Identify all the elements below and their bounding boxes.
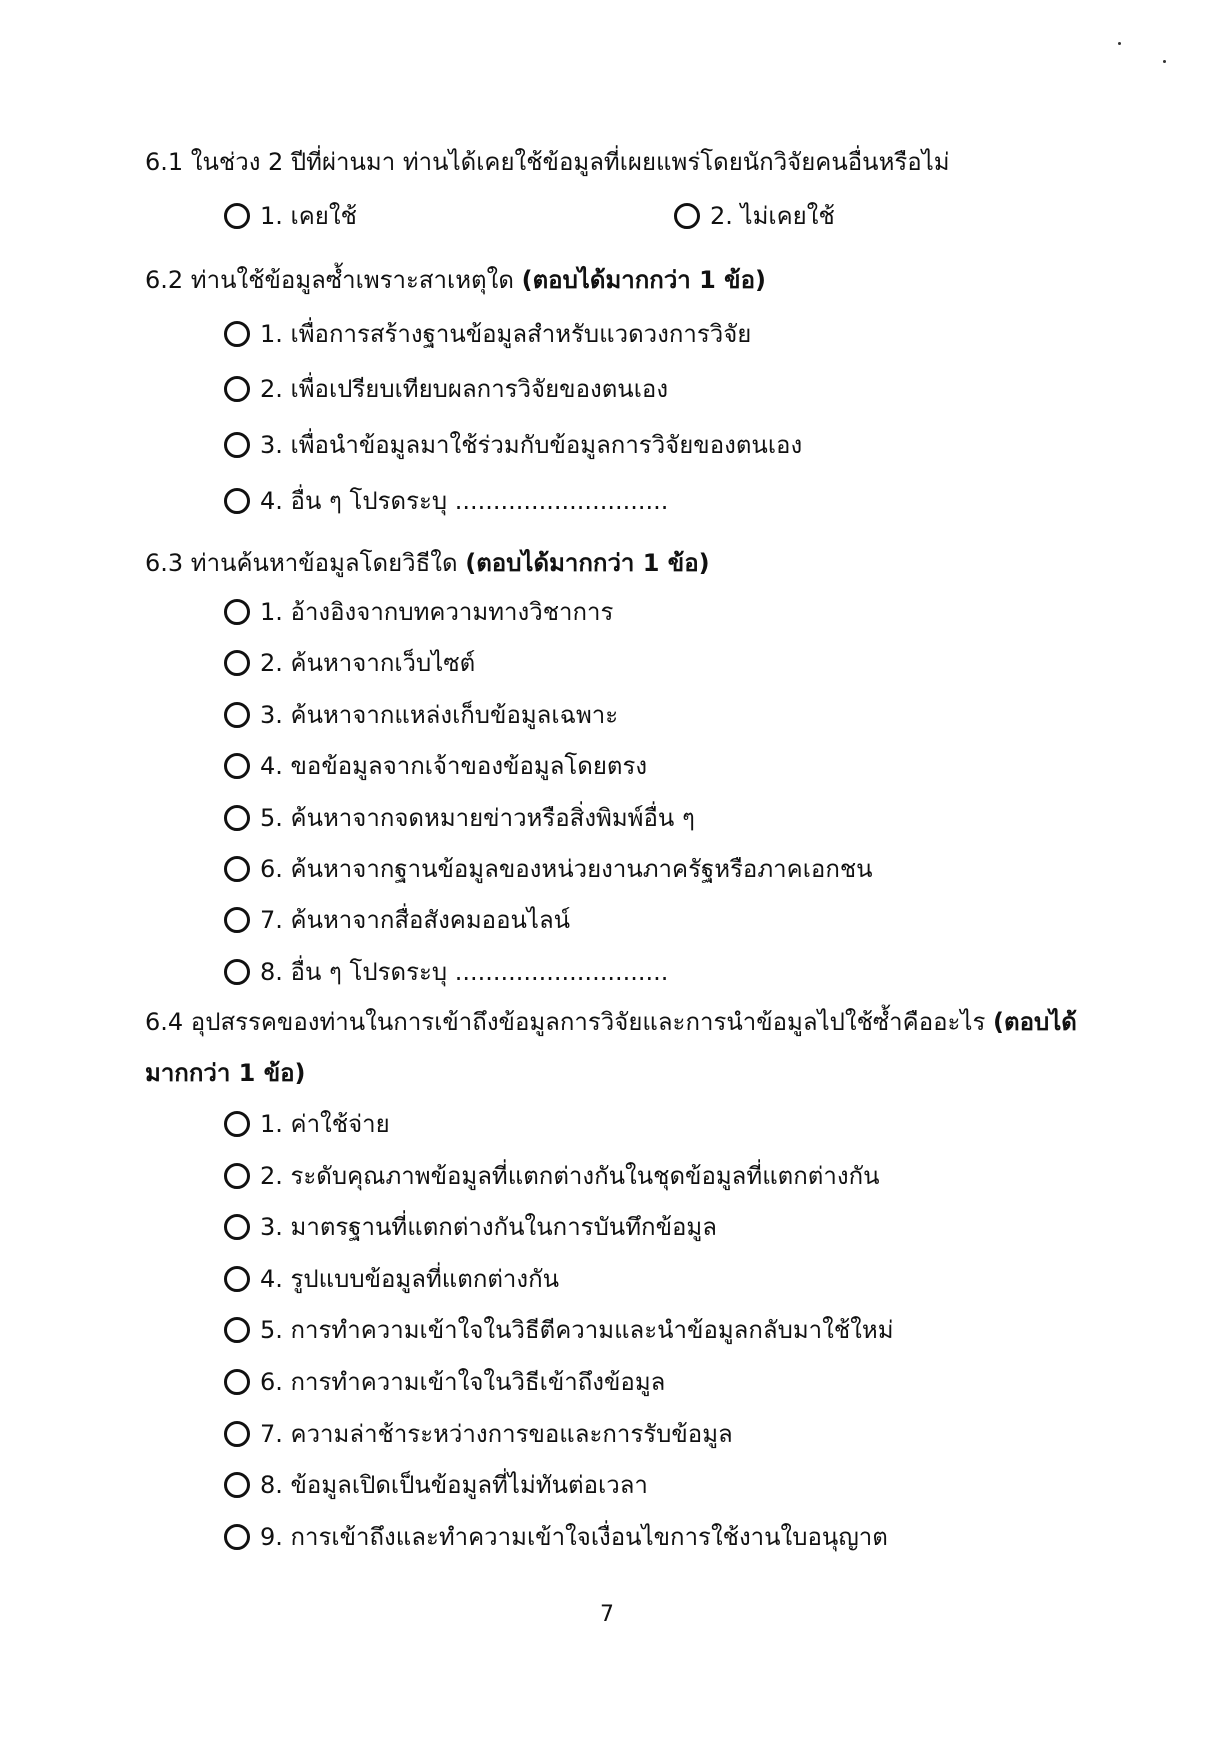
- option-label: 4. รูปแบบข้อมูลที่แตกต่างกัน: [260, 1265, 560, 1293]
- radio-circle-icon[interactable]: [224, 432, 250, 458]
- option-label: 4. ขอข้อมูลจากเจ้าของข้อมูลโดยตรง: [260, 752, 648, 780]
- question-note: (ตอบได้: [993, 1008, 1077, 1036]
- option-label: 4. อื่น ๆ โปรดระบุ ............................: [260, 487, 669, 515]
- option-6-4-2[interactable]: [224, 1160, 880, 1192]
- option-6-3-6[interactable]: [224, 853, 873, 885]
- option-6-4-5[interactable]: [224, 1314, 894, 1346]
- option-label: 2. เพื่อเปรียบเทียบผลการวิจัยของตนเอง: [260, 375, 669, 403]
- question-text: 6.1 ในช่วง 2 ปีที่ผ่านมา ท่านได้เคยใช้ข้อมูลที่เผยแพร่โดยนักวิจัยคนอื่นหรือไม่: [145, 148, 950, 176]
- radio-circle-icon[interactable]: [224, 907, 250, 933]
- question-6-4: [145, 1006, 1077, 1038]
- radio-circle-icon[interactable]: [224, 1369, 250, 1395]
- option-6-3-4[interactable]: [224, 750, 647, 782]
- radio-circle-icon[interactable]: [224, 805, 250, 831]
- option-6-3-1[interactable]: [224, 596, 613, 628]
- page-number: 7: [600, 1602, 614, 1627]
- question-text: 6.2 ท่านใช้ข้อมูลซ้ำเพราะสาเหตุใด: [145, 266, 514, 294]
- option-label: 7. ความล่าช้าระหว่างการขอและการรับข้อมูล: [260, 1420, 733, 1448]
- radio-circle-icon[interactable]: [224, 1214, 250, 1240]
- radio-circle-icon[interactable]: [224, 1421, 250, 1447]
- option-label: 3. เพื่อนำข้อมูลมาใช้ร่วมกับข้อมูลการวิจัยของตนเอง: [260, 431, 803, 459]
- option-6-2-4[interactable]: [224, 485, 668, 517]
- option-6-4-4[interactable]: [224, 1263, 559, 1295]
- radio-circle-icon[interactable]: [224, 1524, 250, 1550]
- option-6-4-1[interactable]: [224, 1108, 390, 1140]
- option-6-1-1[interactable]: [224, 200, 357, 232]
- option-label: 1. ค่าใช้จ่าย: [260, 1110, 390, 1138]
- option-label: 2. ไม่เคยใช้: [710, 202, 835, 230]
- option-label: 8. ข้อมูลเปิดเป็นข้อมูลที่ไม่ทันต่อเวลา: [260, 1471, 648, 1499]
- radio-circle-icon[interactable]: [224, 1111, 250, 1137]
- option-label: 1. เพื่อการสร้างฐานข้อมูลสำหรับแวดวงการวิจัย: [260, 320, 752, 348]
- option-label: 2. ค้นหาจากเว็บไซต์: [260, 649, 476, 677]
- radio-circle-icon[interactable]: [224, 321, 250, 347]
- question-text: 6.4 อุปสรรคของท่านในการเข้าถึงข้อมูลการวิจัยและการนำข้อมูลไปใช้ซ้ำคืออะไร: [145, 1008, 986, 1036]
- radio-circle-icon[interactable]: [224, 1266, 250, 1292]
- radio-circle-icon[interactable]: [674, 203, 700, 229]
- radio-circle-icon[interactable]: [224, 1472, 250, 1498]
- option-label: 3. ค้นหาจากแหล่งเก็บข้อมูลเฉพาะ: [260, 701, 619, 729]
- radio-circle-icon[interactable]: [224, 650, 250, 676]
- scan-speck: [1118, 42, 1121, 45]
- option-6-4-9[interactable]: [224, 1521, 888, 1553]
- option-label: 1. อ้างอิงจากบทความทางวิชาการ: [260, 598, 614, 626]
- radio-circle-icon[interactable]: [224, 1317, 250, 1343]
- option-label: 5. ค้นหาจากจดหมายข่าวหรือสิ่งพิมพ์อื่น ๆ: [260, 804, 695, 832]
- option-6-2-1[interactable]: [224, 318, 751, 350]
- question-note: (ตอบได้มากกว่า 1 ข้อ): [465, 549, 710, 577]
- radio-circle-icon[interactable]: [224, 856, 250, 882]
- option-label: 9. การเข้าถึงและทำความเข้าใจเงื่อนไขการใช้งานใบอนุญาต: [260, 1523, 888, 1551]
- question-note: มากกว่า 1 ข้อ): [145, 1059, 306, 1087]
- option-6-2-2[interactable]: [224, 373, 668, 405]
- question-text: 6.3 ท่านค้นหาข้อมูลโดยวิธีใด: [145, 549, 458, 577]
- option-6-3-5[interactable]: [224, 802, 695, 834]
- option-label: 2. ระดับคุณภาพข้อมูลที่แตกต่างกันในชุดข้อมูลที่แตกต่างกัน: [260, 1162, 880, 1190]
- radio-circle-icon[interactable]: [224, 959, 250, 985]
- option-6-2-3[interactable]: [224, 429, 802, 461]
- question-6-1: [145, 146, 950, 178]
- radio-circle-icon[interactable]: [224, 1163, 250, 1189]
- option-label: 8. อื่น ๆ โปรดระบุ ............................: [260, 958, 669, 986]
- option-label: 1. เคยใช้: [260, 202, 357, 230]
- option-label: 6. การทำความเข้าใจในวิธีเข้าถึงข้อมูล: [260, 1368, 666, 1396]
- option-6-3-2[interactable]: [224, 647, 475, 679]
- option-6-1-2[interactable]: [674, 200, 835, 232]
- question-6-2: [145, 264, 766, 296]
- option-6-3-7[interactable]: [224, 904, 570, 936]
- radio-circle-icon[interactable]: [224, 488, 250, 514]
- option-6-4-7[interactable]: [224, 1418, 733, 1450]
- option-6-3-3[interactable]: [224, 699, 618, 731]
- option-6-3-8[interactable]: [224, 956, 668, 988]
- option-6-4-8[interactable]: [224, 1469, 648, 1501]
- option-label: 5. การทำความเข้าใจในวิธีตีความและนำข้อมูลกลับมาใช้ใหม่: [260, 1316, 894, 1344]
- option-6-4-3[interactable]: [224, 1211, 717, 1243]
- question-note: (ตอบได้มากกว่า 1 ข้อ): [521, 266, 766, 294]
- option-6-4-6[interactable]: [224, 1366, 665, 1398]
- radio-circle-icon[interactable]: [224, 599, 250, 625]
- radio-circle-icon[interactable]: [224, 753, 250, 779]
- radio-circle-icon[interactable]: [224, 203, 250, 229]
- radio-circle-icon[interactable]: [224, 702, 250, 728]
- option-label: 7. ค้นหาจากสื่อสังคมออนไลน์: [260, 906, 571, 934]
- option-label: 3. มาตรฐานที่แตกต่างกันในการบันทึกข้อมูล: [260, 1213, 717, 1241]
- question-6-3: [145, 547, 710, 579]
- option-label: 6. ค้นหาจากฐานข้อมูลของหน่วยงานภาครัฐหรือภาคเอกชน: [260, 855, 873, 883]
- question-6-4-continued: [145, 1057, 306, 1089]
- radio-circle-icon[interactable]: [224, 376, 250, 402]
- scan-speck: [1163, 60, 1166, 63]
